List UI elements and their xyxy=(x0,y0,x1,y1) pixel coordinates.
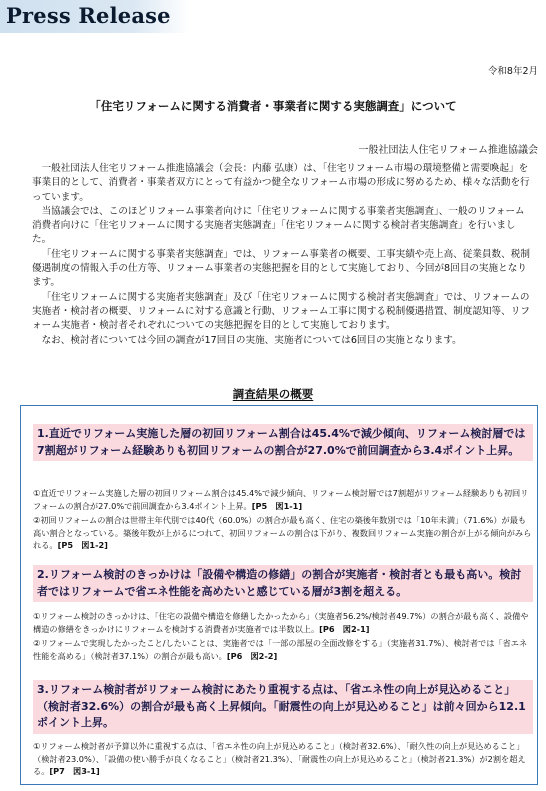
summary-heading xyxy=(0,386,546,402)
detail-item xyxy=(33,740,533,778)
detail-text: ①リフォーム検討者が予算以外に重視する点は、「省エネ性の向上が見込めること」（検討者32.6%）、「耐久性の向上が見込めること」（検討者23.0%）、「設備の使い勝手が良くなること」（検討者21.3%）、「耐震性の向上が見込めること」（検討者21.3%）が2割を超える。 xyxy=(33,741,526,777)
intro-paragraph: 一般社団法人住宅リフォーム推進協議会（会長：内藤 弘康）は、「住宅リフォーム市場の環境整備と需要喚起」を事業目的として、消費者・事業者双方にとって有益かつ健全なリフォーム市場の形成に努めるため、様々な活動を行っています。 xyxy=(32,163,530,203)
detail-text: ②初回リフォームの割合は世帯主年代別では40代（60.0%）の割合が最も高く、住宅の築後年数別では「10年未満」（71.6%）が最も高い割合となっている。築後年数が上がるにつれて、初回リフォームの割合は下がり、複数回リフォーム実施の割合が上がる傾向がみられる。 xyxy=(33,515,532,551)
figure-reference: [P7 図3-1] xyxy=(49,766,100,777)
finding-2-title: 2.リフォーム検討のきっかけは「設備や構造の修繕」の割合が実施者・検討者とも最も高い。検討者ではリフォームで省エネ性能を高めたいと感じている層が3割を超える。 xyxy=(33,565,533,602)
finding-3-details xyxy=(33,740,533,780)
intro-text xyxy=(32,162,532,348)
finding-1-details xyxy=(33,487,533,554)
detail-text: ②リフォームで実現したかったこと/したいことは、実施者では「一部の部屋の全面改修をする」（実施者31.7%）、検討者では「省エネ性能を高める」（検討者37.1%）の割合が最も高い。 xyxy=(33,638,528,661)
summary-heading-text: 調査結果の概要 xyxy=(232,387,314,401)
intro-paragraph: 「住宅リフォームに関する事業者実態調査」では、リフォーム事業者の概要、工事実績や売上高、従業員数、税制優遇制度の情報入手の仕方等、リフォーム事業者の実態把握を目的として実施しており、今回が8回目の実施となります。 xyxy=(32,248,530,289)
finding-1-title: 1.直近でリフォーム実施した層の初回リフォーム割合は45.4%で減少傾向、リフォーム検討層では7割超がリフォーム経験ありも初回リフォームの割合が27.0%で前回調査から3.4ポイント上昇。 xyxy=(33,424,533,461)
figure-reference: [P5 図1-2] xyxy=(57,540,108,551)
organization-name: 一般社団法人住宅リフォーム推進協議会 xyxy=(358,145,538,156)
press-release-banner xyxy=(0,0,190,33)
figure-reference: [P6 図2-1] xyxy=(319,623,370,634)
detail-item xyxy=(33,637,533,662)
detail-item xyxy=(33,514,533,552)
banner-title: Press Release xyxy=(6,3,171,28)
intro-paragraph: 「住宅リフォームに関する実施者実態調査」及び「住宅リフォームに関する検討者実態調査」では、リフォームの実施者・検討者の概要、リフォームに対する意識と行動、リフォーム工事に関する税制優遇措置、制度認知等、リフォーム実施者・検討者それぞれについての実態把握を目的として実施しております。 xyxy=(32,291,530,332)
release-date: 令和8年2月 xyxy=(487,66,538,77)
detail-item xyxy=(33,610,533,635)
figure-reference: [P6 図2-2] xyxy=(226,650,278,661)
intro-paragraph: 当協議会では、このほどリフォーム事業者向けに「住宅リフォームに関する事業者実態調査」、一般のリフォーム消費者向けに「住宅リフォームに関する実施者実態調査」「住宅リフォームに関する検討者実態調査」を行いました。 xyxy=(32,205,525,246)
detail-item xyxy=(33,487,533,512)
detail-text: ①直近でリフォーム実施した層の初回リフォーム割合は45.4%で減少傾向、リフォーム検討層では7割超がリフォーム経験ありも初回リフォームの割合が27.0%で前回調査から3.4ポイント上昇。 xyxy=(33,488,529,511)
intro-paragraph: なお、検討者については今回の調査が17回目の実施、実施者については6回目の実施となります。 xyxy=(41,334,462,346)
detail-text: ①リフォーム検討のきっかけは、「住宅の設備や構造を修繕したかったから」（実施者56.2%/検討者49.7%）の割合が最も高く、設備や構造の修繕をきっかけにリフォームを検討する消費者が実施者では半数以上。 xyxy=(33,611,529,634)
figure-reference: [P5 図1-1] xyxy=(251,500,303,511)
document-title: 「住宅リフォームに関する消費者・事業者に関する実態調査」について xyxy=(89,99,457,113)
finding-3-title: 3.リフォーム検討者がリフォーム検討にあたり重視する点は、「省エネ性の向上が見込めること」（検討者32.6%）の割合が最も高く上昇傾向。「耐震性の向上が見込めること」は前々回から12.1ポイント上昇。 xyxy=(33,680,533,734)
finding-2-details xyxy=(33,610,533,664)
